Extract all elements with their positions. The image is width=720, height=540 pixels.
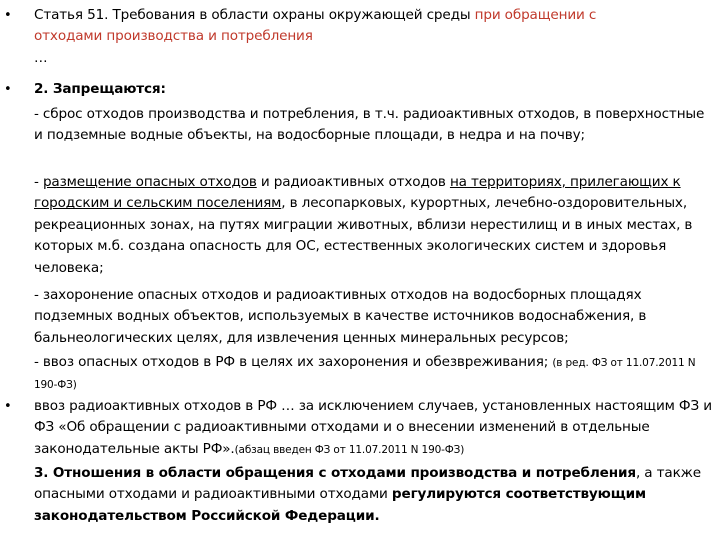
article-title bbox=[34, 5, 716, 69]
item2-rest: , в лесопарковых, курортных, лечебно-оздоровительных, рекреационных зонах, на путях миграции животных, вблизи нерестилищ и в иных местах, в которых м.б. создана опасность для ОС, естественных экологических систем и здоровья человека; bbox=[34, 195, 693, 276]
item2-mid: и радиоактивных отходов bbox=[256, 174, 450, 190]
import-note: (абзац введен ФЗ от 11.07.2011 N 190-ФЗ) bbox=[234, 443, 465, 456]
prohibited-item-4 bbox=[34, 352, 716, 397]
section3-mid: , а также опасными отходами и радиоактивными отходами bbox=[34, 465, 701, 503]
article-title-line2: отходами производства и потребления bbox=[34, 28, 313, 45]
bullet-marker: • bbox=[4, 82, 12, 97]
section3-conclusion: регулируются соответствующим законодательством Российской Федерации. bbox=[34, 486, 646, 524]
prohibited-item-1: - сброс отходов производства и потребления, в т.ч. радиоактивных отходов, в поверхностные и подземные водные объекты, на водосборные площади, в недра и на почву; bbox=[34, 106, 705, 144]
item2-underlined-1: размещение опасных отходов bbox=[42, 174, 257, 190]
ellipsis: … bbox=[34, 49, 48, 66]
item2-prefix: - bbox=[34, 174, 43, 190]
import-text: ввоз радиоактивных отходов в РФ … за исключением случаев, установленных настоящим ФЗ и ФЗ «Об обращении с радиоактивными отходами и о внесении изменений в отдельные законодательные акты РФ». bbox=[34, 398, 712, 457]
prohibited-item-2 bbox=[34, 172, 716, 279]
item4-text: - ввоз опасных отходов в РФ в целях их захоронения и обезвреживания; bbox=[34, 354, 549, 370]
section2-heading: 2. Запрещаются: bbox=[34, 81, 166, 97]
section3-heading: 3. Отношения в области обращения с отходами производства и потребления bbox=[34, 465, 636, 481]
import-paragraph bbox=[34, 396, 716, 461]
article-title-part2: при обращении с bbox=[474, 7, 597, 23]
bullet-marker: • bbox=[4, 399, 12, 414]
prohibited-item-3: - захоронение опасных отходов и радиоактивных отходов на водосборных площадях подземных водных объектов, используемых в качестве источников водоснабжения, в бальнеологических целях, для извлечения ценных минеральных ресурсов; bbox=[34, 287, 647, 346]
article-title-part1: Требования в области охраны окружающей среды bbox=[112, 7, 471, 23]
article-number: Статья 51. bbox=[34, 7, 109, 23]
section3-paragraph bbox=[34, 463, 716, 527]
item4-note: (в ред. ФЗ от 11.07.2011 N 190-ФЗ) bbox=[34, 357, 696, 392]
item2-underlined-2: на территориях, прилегающих к городским и сельским поселениям bbox=[34, 174, 681, 212]
bullet-marker: • bbox=[4, 8, 12, 23]
